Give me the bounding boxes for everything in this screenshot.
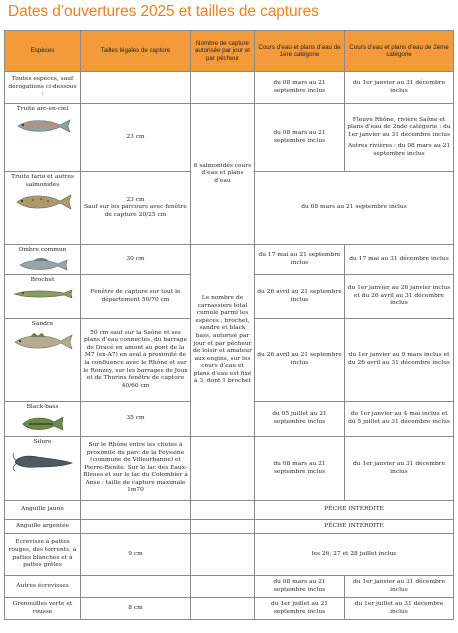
size-cell: 8 cm xyxy=(81,598,191,620)
species-cell: Anguille argentée xyxy=(5,520,81,534)
quota-cell xyxy=(191,520,255,534)
size-cell xyxy=(81,501,191,520)
rainbow-trout-icon xyxy=(14,117,72,135)
cat2-cell: du 1er janvier au 26 janvier inclus et du 26 avril au 31 décembre inclus xyxy=(345,275,454,319)
quota-cell xyxy=(191,576,255,598)
species-label: Black-bass xyxy=(26,404,59,410)
black-bass-icon xyxy=(21,415,65,432)
size-cell xyxy=(81,576,191,598)
table-row xyxy=(5,576,454,598)
species-cell: Anguille jaune xyxy=(5,501,81,520)
species-label: Sandre xyxy=(31,321,54,327)
size-cell: Sur le Rhône entre les chutes à proximité du parc de la Feyssine (commune de Villeurbanne) et Pierre-Bénite. Sur le lac des Eaux-Bleues et sur le lac du Colombier à Anse : taille de capture maximale 1m70 xyxy=(81,437,191,501)
species-cell xyxy=(5,245,81,275)
page-title: Dates d’ouvertures 2025 et tailles de captures xyxy=(8,3,319,20)
species-cell: Ecrevisse à pattes rouges, des torrents, à pattes blanches et à pattes grêles xyxy=(5,534,81,576)
table-row xyxy=(5,72,454,104)
table-row xyxy=(5,437,454,501)
dates-merged-cell: du 08 mars au 21 septembre inclus xyxy=(255,172,454,245)
table-row xyxy=(5,534,454,576)
species-cell xyxy=(5,104,81,172)
species-cell xyxy=(5,172,81,245)
dates-merged-cell: PÊCHE INTERDITE xyxy=(255,520,454,534)
cat2-cell xyxy=(345,104,454,172)
cat2-cell: du 17 mai au 31 décembre inclus xyxy=(345,245,454,275)
table-row xyxy=(5,245,454,275)
cat2-note-large-waters: Fleuve Rhône, rivière Saône et plans d’eau de 2nde catégorie : du 1er janvier au 31 décembre inclus xyxy=(347,116,451,138)
table-row xyxy=(5,104,454,172)
size-cell xyxy=(81,172,191,245)
cat2-cell: du 1er janvier au 31 décembre inclus xyxy=(345,72,454,104)
table-row xyxy=(5,501,454,520)
size-cell xyxy=(81,72,191,104)
header-cat1: Cours d’eau et plans d’eau de 1ère catégorie xyxy=(255,31,345,72)
header-species: Espèces xyxy=(5,31,81,72)
quota-salmon-cell: 6 salmonidés cours d’eau et plans d’eau xyxy=(191,104,255,245)
species-cell: Toutes espèces, sauf dérogations ci-dessous : xyxy=(5,72,81,104)
header-cat2: Cours d’eau et plans d’eau de 2ème catégorie xyxy=(345,31,454,72)
cat2-cell: du 1er janvier au 31 décembre inclus xyxy=(345,576,454,598)
quota-carnassiers-cell: Le nombre de carnassiers total cumulé parmi les espèces : brochet, sandre et black bass, autorisé par jour et par pêcheur de loisir et amateur aux engins, sur les cours d’eau et plans d’eau est fixé à 3, dont 1 brochet xyxy=(191,245,255,437)
size-cell xyxy=(81,520,191,534)
quota-cell xyxy=(191,437,255,501)
header-sizes: Tailles légales de capture xyxy=(81,31,191,72)
catfish-icon xyxy=(12,450,74,472)
brown-trout-icon xyxy=(13,192,73,212)
species-cell xyxy=(5,437,81,501)
cat1-cell: du 08 mars au 21 septembre inclus xyxy=(255,72,345,104)
size-cell: 23 cm xyxy=(81,104,191,172)
cat1-cell: du 17 mai au 21 septembre inclus xyxy=(255,245,345,275)
regulations-table xyxy=(4,30,454,620)
pike-icon xyxy=(12,288,74,300)
species-label: Truite fario et autres salmonidés xyxy=(11,174,74,188)
species-label: Brochet xyxy=(30,277,55,283)
size-cell: 9 cm xyxy=(81,534,191,576)
species-cell xyxy=(5,275,81,319)
species-label: Ombre commun xyxy=(18,247,67,253)
dates-merged-cell: les 26, 27 et 28 juillet inclus xyxy=(255,534,454,576)
species-label: Silure xyxy=(33,439,52,445)
quota-cell xyxy=(191,501,255,520)
header-quota: Nombre de capture autorisée par jour et par pêcheur xyxy=(191,31,255,72)
cat2-cell: du 1er janvier au 4 mai inclus et du 5 juillet au 31 décembre inclus xyxy=(345,402,454,437)
cat1-cell: du 1er juillet au 21 septembre inclus xyxy=(255,598,345,620)
cat1-cell: du 05 juillet au 21 septembre inclus xyxy=(255,402,345,437)
table-row xyxy=(5,520,454,534)
cat1-cell: du 26 avril au 21 septembre inclus xyxy=(255,275,345,319)
header-row xyxy=(5,31,454,72)
cat2-cell: du 1er juillet au 31 décembre inclus xyxy=(345,598,454,620)
size-cell: Fenêtre de capture sur tout le département 50/70 cm xyxy=(81,275,191,319)
size-cell: 35 cm xyxy=(81,402,191,437)
size-cell: 30 cm xyxy=(81,245,191,275)
species-label: Truite arc-en-ciel xyxy=(16,106,69,112)
cat2-cell: du 1er janvier au 9 mars inclus et du 26 avril au 31 décembre inclus xyxy=(345,319,454,402)
size-main: 23 cm xyxy=(126,196,145,203)
grayling-icon xyxy=(17,258,69,271)
cat2-cell: du 1er janvier au 31 décembre inclus xyxy=(345,437,454,501)
dates-merged-cell: PÊCHE INTERDITE xyxy=(255,501,454,520)
zander-icon xyxy=(12,332,74,352)
species-cell xyxy=(5,319,81,402)
species-cell: Autres écrevisses xyxy=(5,576,81,598)
cat1-cell: du 08 mars au 21 septembre inclus xyxy=(255,104,345,172)
species-cell: Grenouilles verte et rousse xyxy=(5,598,81,620)
quota-cell xyxy=(191,598,255,620)
size-cell: 50 cm sauf sur la Saône et ses plans d’eau connectés, du barrage de Dracé en amont au pont de la M7 (ex-A7) en aval à proximité de la confluence avec le Rhône et sur le Ronzey, sur les barrages de Joux et de Thurins fenêtre de capture 40/60 cm xyxy=(81,319,191,402)
species-cell xyxy=(5,402,81,437)
quota-cell xyxy=(191,534,255,576)
quota-cell xyxy=(191,72,255,104)
cat1-cell: du 26 avril au 21 septembre inclus xyxy=(255,319,345,402)
table-row xyxy=(5,598,454,620)
cat1-cell: du 08 mars au 21 septembre inclus xyxy=(255,437,345,501)
size-exception: Sauf sur les parcours avec fenêtre de capture 20/25 cm xyxy=(84,204,187,218)
cat1-cell: du 08 mars au 21 septembre inclus xyxy=(255,576,345,598)
cat2-note-other-rivers: Autres rivières : du 08 mars au 21 septembre inclus xyxy=(347,143,451,157)
